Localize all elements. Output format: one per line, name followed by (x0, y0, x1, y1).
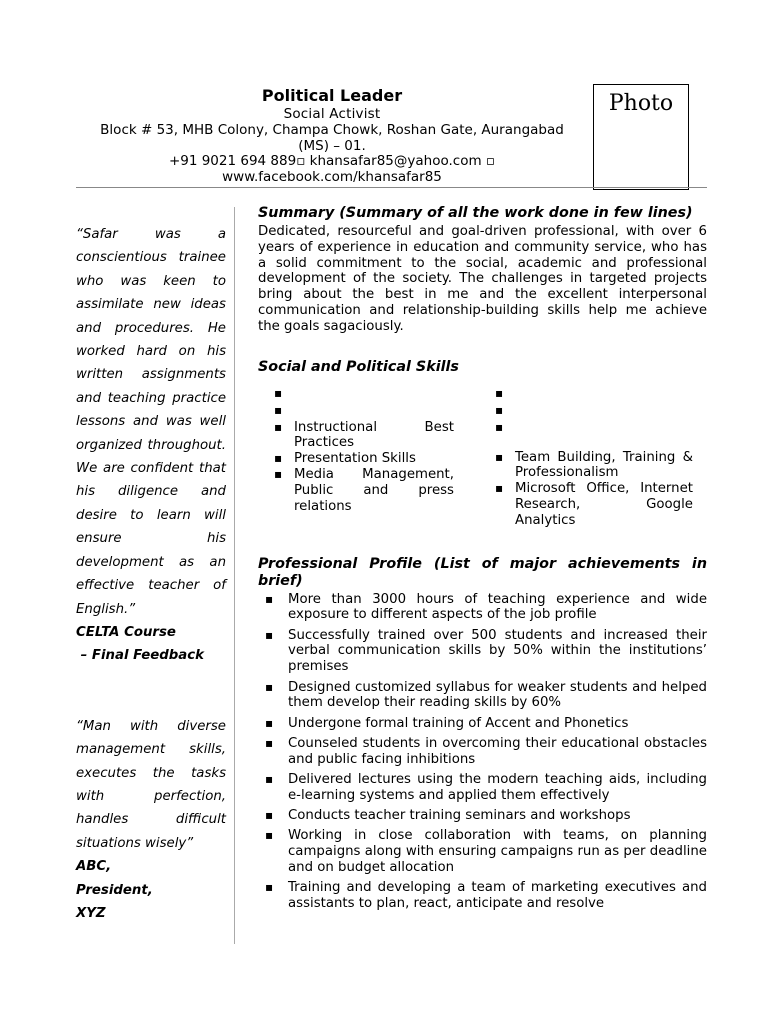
list-item: ▪ Working in close collaboration with teams, on planning campaigns along with ensuring campaigns run as per deadline and on budget allocation (258, 828, 707, 875)
list-item (493, 420, 693, 450)
list-item: ▪ Training and developing a team of marketing executives and assistants to plan, react, anticipate and resolve (258, 880, 707, 912)
list-item: ▪ Media Management, Public and press relations (272, 467, 454, 514)
header-divider (76, 187, 707, 188)
list-item: ▪ Instructional Best Practices (272, 420, 454, 452)
list-item (493, 386, 693, 403)
testimonial-source-1-line-1: CELTA Course (76, 624, 176, 640)
list-item: ▪ Delivered lectures using the modern teaching aids, including e-learning systems and applied them effectively (258, 772, 707, 804)
photo-placeholder: Photo (593, 84, 689, 190)
skills-column-2 (493, 386, 693, 529)
main-column (258, 205, 707, 916)
list-item: ▪ Undergone formal training of Accent and Phonetics (258, 716, 707, 732)
resume-header (70, 86, 594, 185)
address-line-1: Block # 53, MHB Colony, Champa Chowk, Roshan Gate, Aurangabad (100, 122, 564, 138)
profile-heading: Professional Profile (List of major achievements in brief) (258, 555, 707, 589)
list-item: ▪ Successfully trained over 500 students and increased their verbal communication skills by 50% within the institutions’ premises (258, 628, 707, 675)
testimonial-source-2-line-1: ABC, (76, 859, 112, 875)
list-item: ▪ Microsoft Office, Internet Research, Google Analytics (493, 481, 693, 528)
list-item: ▪ Conducts teacher training seminars and workshops (258, 808, 707, 824)
web-line: www.facebook.com/khansafar85 (222, 168, 442, 185)
list-item: ▪ Designed customized syllabus for weaker students and helped them develop their reading skills by 60% (258, 680, 707, 712)
testimonial-quote-1: “Safar was a conscientious trainee who was keen to assimilate new ideas and procedures. He worked hard on his written assignments and teaching practice lessons and was well organized throughout. We are confident that his diligence and desire to learn will ensure his development as an effective teacher of English.” (76, 227, 226, 617)
address-line-2: (MS) – 01. (298, 137, 366, 154)
list-item: ▪ Counseled students in overcoming their educational obstacles and public facing inhibitions (258, 736, 707, 768)
list-item (272, 386, 454, 403)
testimonial-source-2-line-3: XYZ (76, 905, 106, 921)
testimonial-source-2-line-2: President, (76, 882, 153, 898)
list-item: ▪ More than 3000 hours of teaching experience and wide exposure to different aspects of the job profile (258, 592, 707, 624)
achievements-list (258, 592, 707, 912)
column-divider (234, 207, 235, 944)
skills-list (258, 386, 707, 546)
candidate-title: Political Leader (261, 86, 403, 105)
list-item: ▪ Presentation Skills (272, 451, 454, 467)
testimonials-column (76, 223, 226, 925)
list-item (493, 403, 693, 420)
summary-text: Dedicated, resourceful and goal-driven professional, with over 6 years of experience in education and community service, who has a solid commitment to the social, academic and professional development of the society. The challenges in targeted projects bring about the best in me and the excellent interpersonal communication and relationship-building skills help me achieve the goals sagaciously. (258, 224, 707, 334)
skills-column-1 (272, 386, 454, 515)
list-item (272, 403, 454, 420)
list-item: ▪ Team Building, Training & Professionalism (493, 450, 693, 482)
contact-line: +91 9021 694 889▫ khansafar85@yahoo.com ▫ (168, 153, 496, 169)
skills-heading: Social and Political Skills (258, 358, 459, 375)
testimonial-quote-2: “Man with diverse management skills, executes the tasks with perfection, handles difficult situations wisely” (76, 718, 226, 851)
candidate-subtitle: Social Activist (283, 106, 381, 122)
summary-heading: Summary (Summary of all the work done in few lines) (258, 205, 693, 221)
testimonial-source-1-line-2: – Final Feedback (76, 648, 204, 664)
